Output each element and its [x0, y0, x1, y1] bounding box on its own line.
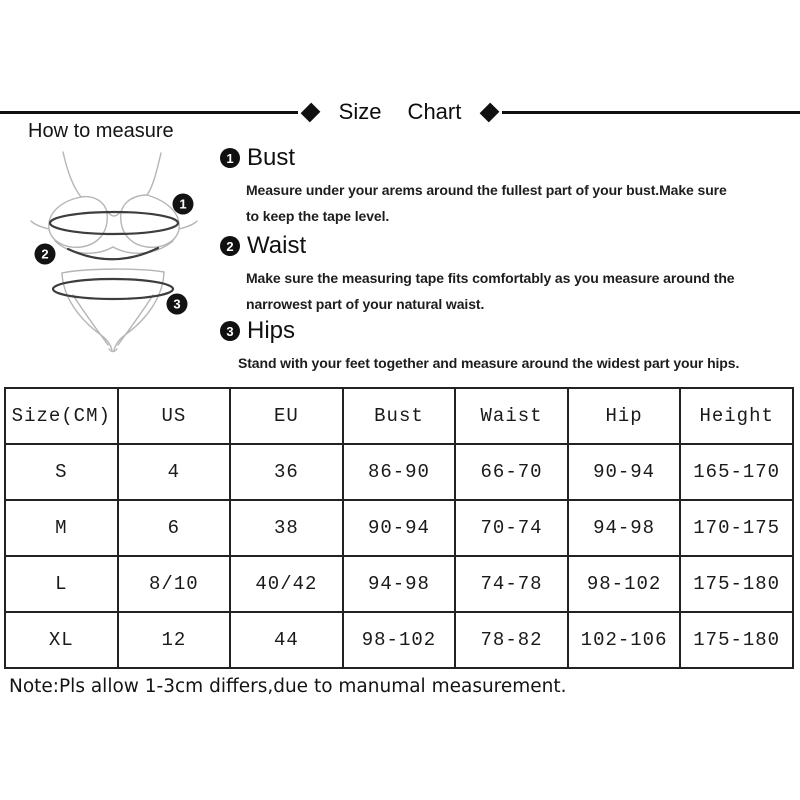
table-row [5, 612, 793, 668]
column-header: Bust [343, 388, 456, 444]
bikini-bottom-illustration [53, 269, 173, 351]
description-line: Measure under your arems around the fullest part of your bust.Make sure [246, 182, 727, 198]
table-cell: 66-70 [455, 444, 568, 500]
description-line: Make sure the measuring tape fits comfortably as you measure around the [246, 270, 735, 286]
measure-point-3-badge [167, 294, 188, 315]
table-cell: S [5, 444, 118, 500]
table-cell: 38 [230, 500, 343, 556]
table-cell: 70-74 [455, 500, 568, 556]
step-number-badge: 3 [220, 321, 240, 341]
diamond-icon-right [480, 102, 500, 122]
table-cell: 170-175 [680, 500, 793, 556]
page-title: Size Chart [338, 99, 462, 124]
measurement-illustration [25, 145, 225, 370]
bikini-top-illustration [31, 152, 197, 253]
description-line: narrowest part of your natural waist. [246, 296, 485, 312]
column-header: US [118, 388, 231, 444]
section-waist [220, 231, 735, 317]
section-description [246, 265, 735, 317]
column-header: Height [680, 388, 793, 444]
section-description [246, 177, 727, 229]
table-cell: 102-106 [568, 612, 681, 668]
section-bust [220, 143, 727, 229]
description-line: to keep the tape level. [246, 208, 390, 224]
column-header: Hip [568, 388, 681, 444]
description-line: Stand with your feet together and measure around the widest part your hips. [238, 355, 740, 371]
measure-point-1-badge [173, 194, 194, 215]
waist-tape-arc [68, 248, 158, 259]
table-cell: 165-170 [680, 444, 793, 500]
column-header: Waist [455, 388, 568, 444]
column-header: Size(CM) [5, 388, 118, 444]
step-number-badge: 1 [220, 148, 240, 168]
table-cell: 175-180 [680, 556, 793, 612]
hip-tape-ellipse [53, 279, 173, 299]
table-cell: 36 [230, 444, 343, 500]
measure-point-2-badge [35, 244, 56, 265]
table-cell: 78-82 [455, 612, 568, 668]
table-cell: 90-94 [568, 444, 681, 500]
table-cell: 6 [118, 500, 231, 556]
table-cell: 74-78 [455, 556, 568, 612]
section-description [238, 350, 739, 376]
table-cell: 98-102 [568, 556, 681, 612]
diamond-icon-left [300, 102, 320, 122]
table-cell: 12 [118, 612, 231, 668]
svg-text:1: 1 [179, 196, 187, 212]
column-header: EU [230, 388, 343, 444]
table-cell: 94-98 [343, 556, 456, 612]
section-hips-heading [220, 316, 739, 346]
table-row [5, 556, 793, 612]
step-number-badge: 2 [220, 236, 240, 256]
size-table [4, 387, 794, 669]
section-hips [220, 316, 739, 376]
table-cell: 44 [230, 612, 343, 668]
table-cell: M [5, 500, 118, 556]
table-cell: 86-90 [343, 444, 456, 500]
svg-text:2: 2 [41, 246, 49, 262]
table-header-row [5, 388, 793, 444]
table-cell: 175-180 [680, 612, 793, 668]
table-row [5, 500, 793, 556]
svg-text:3: 3 [173, 296, 181, 312]
how-to-measure-label: How to measure [28, 120, 174, 142]
section-title: Bust [247, 144, 296, 171]
title-rule-right [502, 111, 800, 114]
table-cell: 94-98 [568, 500, 681, 556]
section-title: Waist [247, 232, 307, 259]
table-cell: 98-102 [343, 612, 456, 668]
table-cell: 90-94 [343, 500, 456, 556]
table-cell: 40/42 [230, 556, 343, 612]
table-cell: 8/10 [118, 556, 231, 612]
table-cell: XL [5, 612, 118, 668]
table-cell: L [5, 556, 118, 612]
table-row [5, 444, 793, 500]
title-rule-left [0, 111, 298, 114]
table-cell: 4 [118, 444, 231, 500]
note-text: Note:Pls allow 1-3cm differs,due to manumal measurement. [9, 676, 567, 697]
section-bust-heading [220, 143, 727, 173]
section-waist-heading [220, 231, 735, 261]
section-title: Hips [247, 317, 296, 344]
